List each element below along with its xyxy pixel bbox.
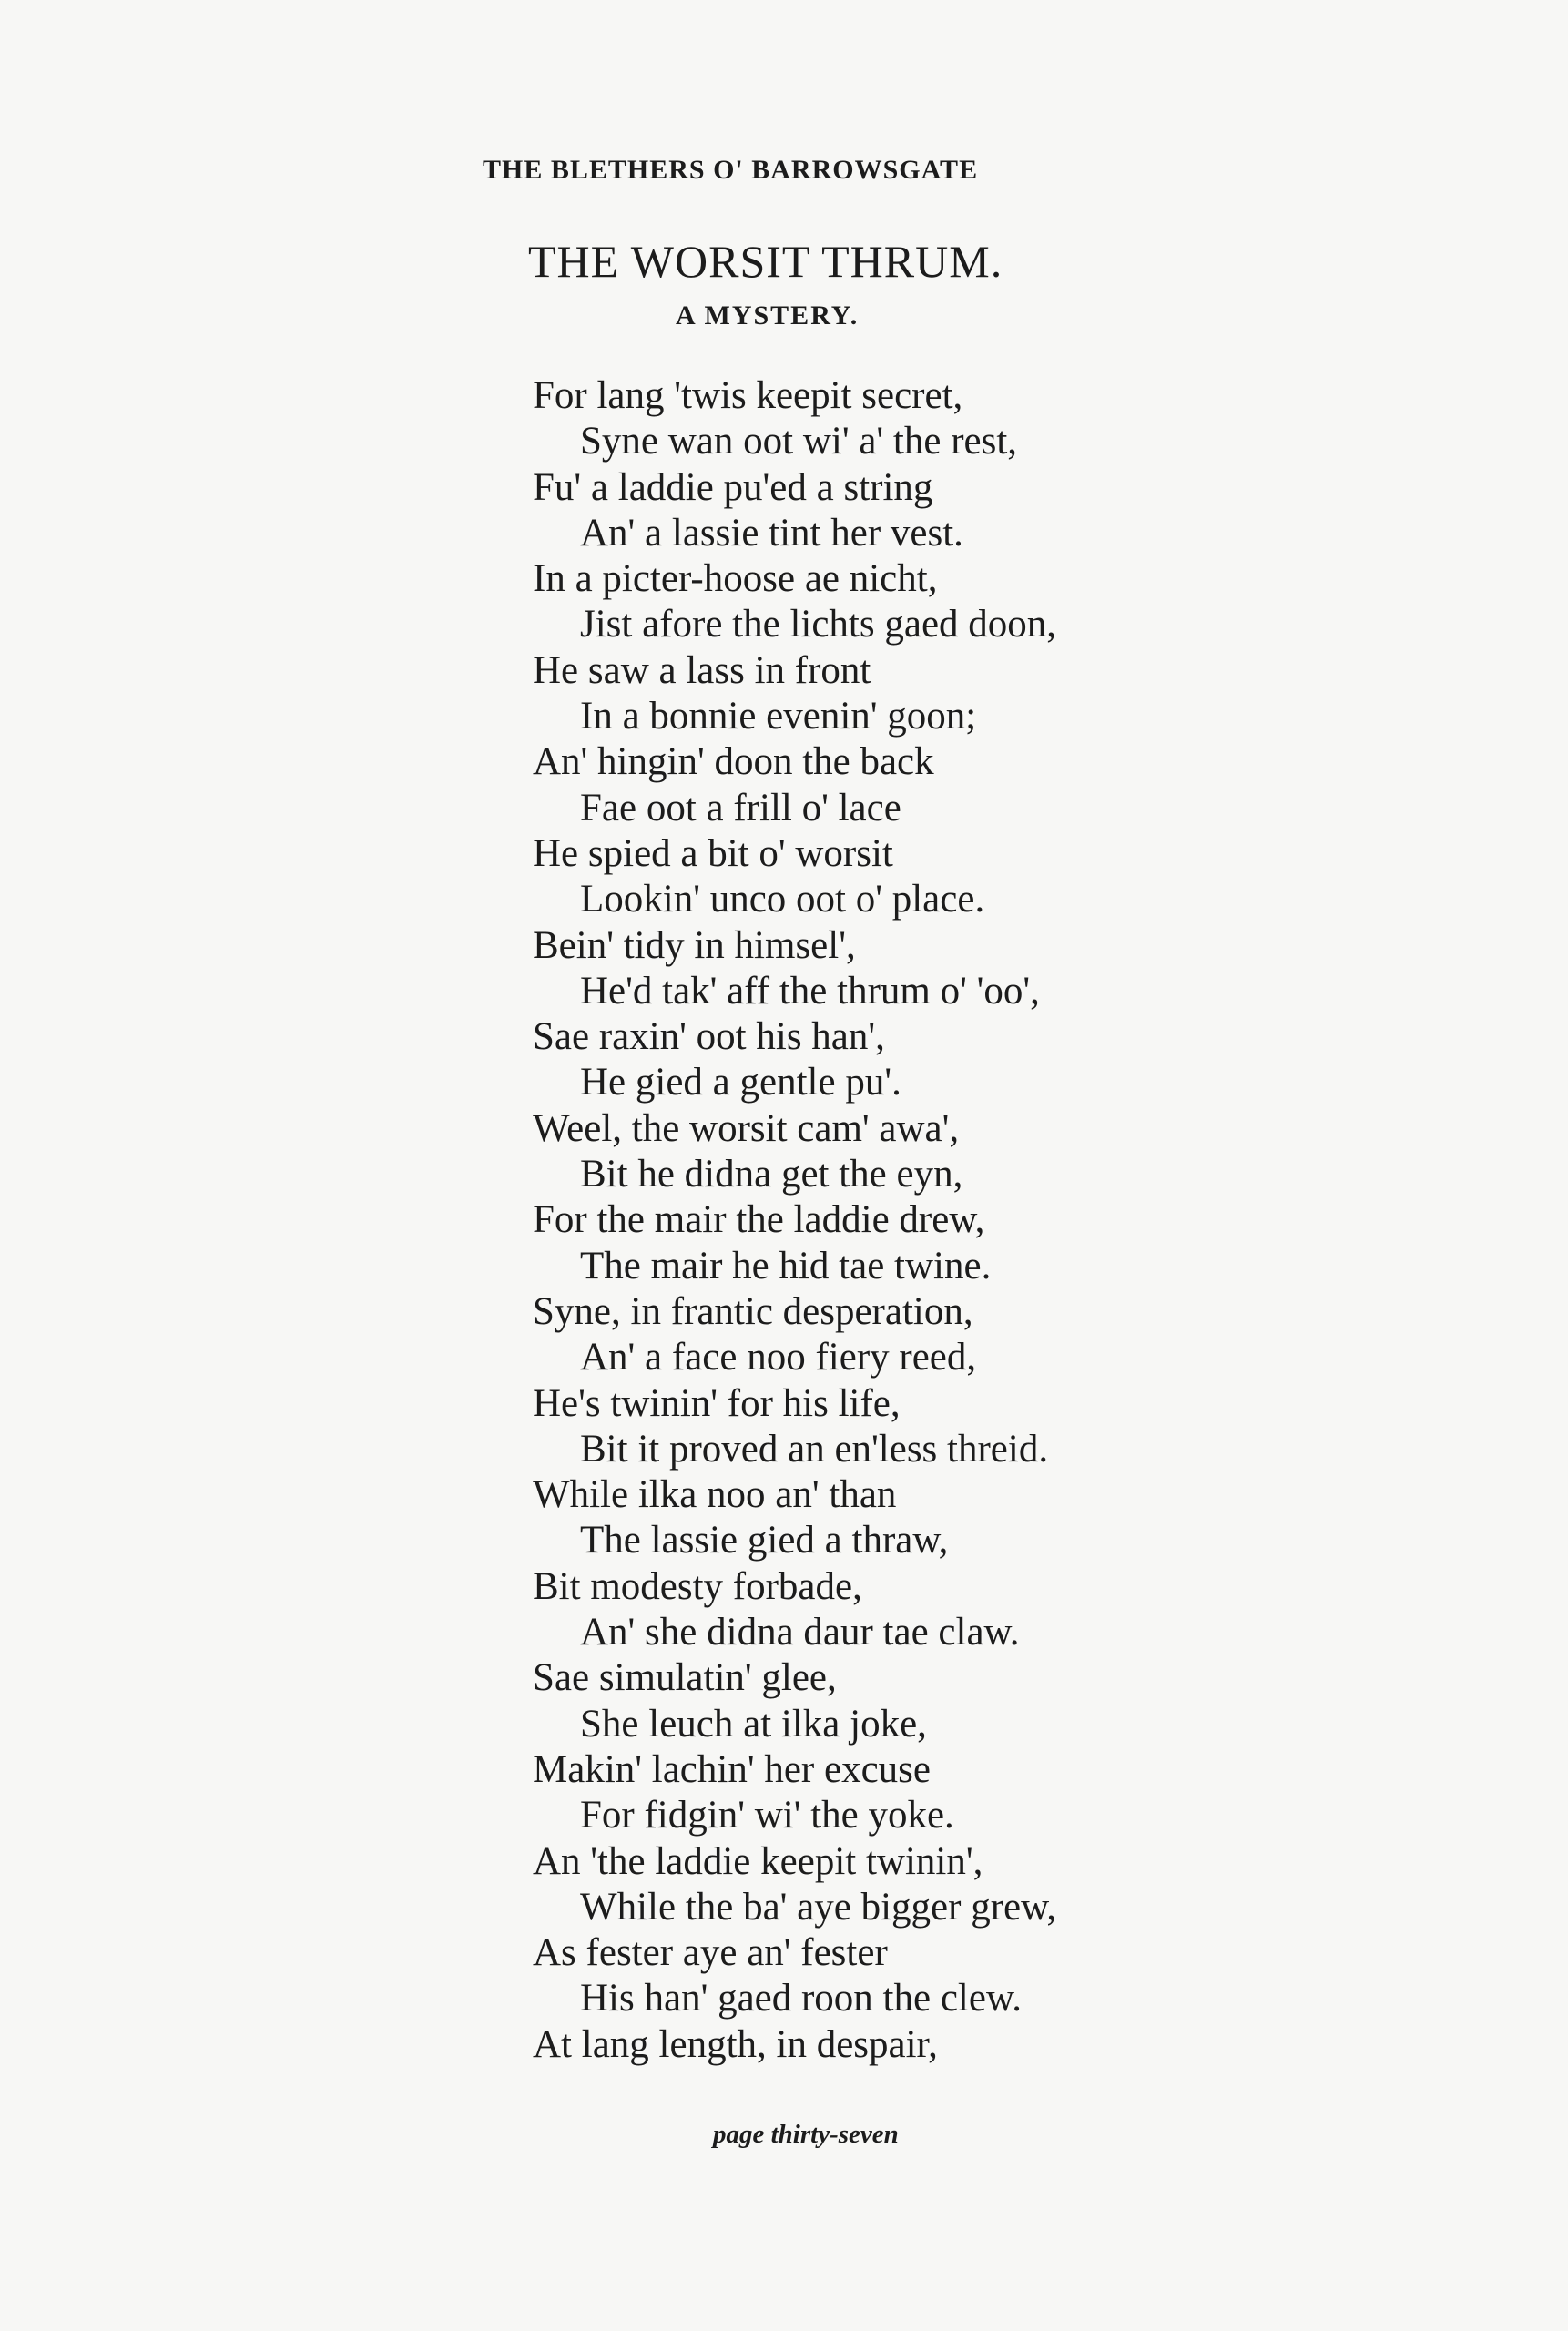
poem-line-16: He gied a gentle pu'. xyxy=(580,1061,901,1104)
poem-line-2: Syne wan oot wi' a' the rest, xyxy=(580,420,1018,463)
poem-line-33: An 'the laddie keepit twinin', xyxy=(533,1839,983,1883)
poem-line-3: Fu' a laddie pu'ed a string xyxy=(533,465,933,509)
poem-line-5: In a picter-hoose ae nicht, xyxy=(533,557,938,601)
poem-line-14: He'd tak' aff the thrum o' 'oo', xyxy=(580,969,1040,1013)
poem-line-12: Lookin' unco oot o' place. xyxy=(580,878,985,921)
poem-line-29: Sae simulatin' glee, xyxy=(533,1656,837,1700)
poem-line-22: An' a face noo fiery reed, xyxy=(580,1336,977,1379)
poem-line-25: While ilka noo an' than xyxy=(533,1473,897,1517)
poem-line-10: Fae oot a frill o' lace xyxy=(580,786,901,830)
poem-line-6: Jist afore the lichts gaed doon, xyxy=(580,603,1057,646)
poem-line-28: An' she didna daur tae claw. xyxy=(580,1611,1020,1654)
poem-line-18: Bit he didna get the eyn, xyxy=(580,1153,963,1196)
poem-line-8: In a bonnie evenin' goon; xyxy=(580,695,977,738)
poem-line-36: His han' gaed roon the clew. xyxy=(580,1977,1022,2021)
poem-line-1: For lang 'twis keepit secret, xyxy=(533,374,963,417)
poem-line-24: Bit it proved an en'less threid. xyxy=(580,1427,1049,1471)
poem-line-37: At lang length, in despair, xyxy=(533,2022,938,2066)
poem-line-26: The lassie gied a thraw, xyxy=(580,1519,949,1562)
poem-title: THE WORSIT THRUM. xyxy=(528,236,1003,287)
poem-line-21: Syne, in frantic desperation, xyxy=(533,1289,973,1333)
poem-line-34: While the ba' aye bigger grew, xyxy=(580,1885,1057,1929)
poem-body xyxy=(533,373,1534,2068)
poem-line-11: He spied a bit o' worsit xyxy=(533,831,893,875)
poem-line-13: Bein' tidy in himsel', xyxy=(533,923,856,967)
running-head: THE BLETHERS O' BARROWSGATE xyxy=(483,155,979,185)
poem-line-7: He saw a lass in front xyxy=(533,648,871,692)
poem-line-19: For the mair the laddie drew, xyxy=(533,1198,985,1242)
poem-line-30: She leuch at ilka joke, xyxy=(580,1702,927,1746)
poem-line-4: An' a lassie tint her vest. xyxy=(580,511,963,555)
page-number: page thirty-seven xyxy=(713,2120,899,2149)
poem-line-32: For fidgin' wi' the yoke. xyxy=(580,1794,954,1837)
poem-subtitle: A MYSTERY. xyxy=(676,300,860,331)
poem-line-31: Makin' lachin' her excuse xyxy=(533,1747,931,1791)
poem-line-27: Bit modesty forbade, xyxy=(533,1564,862,1608)
poem-line-9: An' hingin' doon the back xyxy=(533,740,934,784)
poem-line-17: Weel, the worsit cam' awa', xyxy=(533,1106,960,1150)
poem-line-20: The mair he hid tae twine. xyxy=(580,1244,992,1288)
poem-line-35: As fester aye an' fester xyxy=(533,1931,888,1975)
poem-line-23: He's twinin' for his life, xyxy=(533,1381,901,1425)
poem-line-15: Sae raxin' oot his han', xyxy=(533,1015,885,1059)
